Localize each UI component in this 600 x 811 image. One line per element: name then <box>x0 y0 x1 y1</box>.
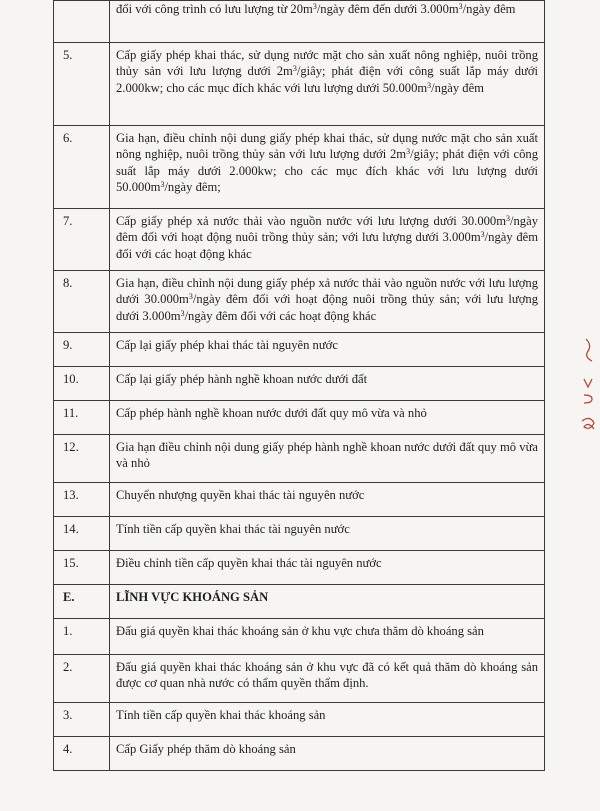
table-row <box>54 551 545 585</box>
procedure-text: Đấu giá quyền khai thác khoáng sản ở khu vực đã có kết quả thăm dò khoáng sản được cơ quan nhà nước có thẩm quyền thẩm định. <box>110 655 545 703</box>
row-number: 12. <box>54 435 110 483</box>
row-number: 8. <box>54 271 110 333</box>
table-row <box>54 271 545 333</box>
procedure-table-body <box>54 1 545 771</box>
red-stamp-mark <box>576 335 600 445</box>
table-row <box>54 619 545 655</box>
table-row <box>54 703 545 737</box>
table-row <box>54 209 545 271</box>
table-row <box>54 401 545 435</box>
row-number: 10. <box>54 367 110 401</box>
row-number: 7. <box>54 209 110 271</box>
procedure-text: Cấp Giấy phép thăm dò khoáng sản <box>110 737 545 771</box>
row-number: 1. <box>54 619 110 655</box>
table-row <box>54 333 545 367</box>
procedure-text: Cấp lại giấy phép khai thác tài nguyên nước <box>110 333 545 367</box>
row-number: 5. <box>54 43 110 126</box>
table-row <box>54 737 545 771</box>
procedure-text: đối với công trình có lưu lượng từ $20m^3$/ngày đêm đến dưới $3.000m^3$/ngày đêm <box>110 1 545 43</box>
table-row <box>54 367 545 401</box>
procedure-text: Đấu giá quyền khai thác khoáng sản ở khu vực chưa thăm dò khoáng sản <box>110 619 545 655</box>
row-number: 15. <box>54 551 110 585</box>
stamp-icon <box>576 335 600 445</box>
row-number: E. <box>54 585 110 619</box>
procedure-text: Điều chỉnh tiền cấp quyền khai thác tài nguyên nước <box>110 551 545 585</box>
procedure-text: Chuyển nhượng quyền khai thác tài nguyên nước <box>110 483 545 517</box>
row-number: 13. <box>54 483 110 517</box>
row-number: 3. <box>54 703 110 737</box>
procedure-text: Cấp lại giấy phép hành nghề khoan nước dưới đất <box>110 367 545 401</box>
section-row <box>54 585 545 619</box>
procedure-text: Gia hạn, điều chỉnh nội dung giấy phép xả nước thải vào nguồn nước với lưu lượng dưới $30.000m^3$/ngày đêm đối với hoạt động nuôi trồng thủy sản; với lưu lượng dưới $3.000m^3$/ngày đêm đối với các hoạt động khác <box>110 271 545 333</box>
table-row <box>54 483 545 517</box>
table-row <box>54 517 545 551</box>
row-number: 2. <box>54 655 110 703</box>
row-number: 6. <box>54 126 110 209</box>
section-heading: LĨNH VỰC KHOÁNG SẢN <box>110 585 545 619</box>
table-row <box>54 126 545 209</box>
procedure-text: Gia hạn, điều chỉnh nội dung giấy phép khai thác, sử dụng nước mặt cho sản xuất nông nghiệp, nuôi trồng thủy sản với lưu lượng dưới $2m^3$/giây; phát điện với công suất lắp máy dưới 2.000kw; cho các mục đích khác với lưu lượng dưới $50.000m^3$/ngày đêm; <box>110 126 545 209</box>
procedure-text: Tính tiền cấp quyền khai thác tài nguyên nước <box>110 517 545 551</box>
table-row <box>54 435 545 483</box>
procedure-text: Cấp phép hành nghề khoan nước dưới đất quy mô vừa và nhỏ <box>110 401 545 435</box>
row-number: 14. <box>54 517 110 551</box>
procedure-text: Gia hạn điều chỉnh nội dung giấy phép hành nghề khoan nước dưới đất quy mô vừa và nhỏ <box>110 435 545 483</box>
table-row <box>54 1 545 43</box>
row-number <box>54 1 110 43</box>
procedure-table <box>53 0 545 771</box>
procedure-text: Cấp giấy phép xả nước thải vào nguồn nước với lưu lượng dưới $30.000m^3$/ngày đêm đối với hoạt động nuôi trồng thủy sản; với lưu lượng dưới $3.000m^3$/ngày đêm đối với các hoạt động khác <box>110 209 545 271</box>
procedure-text: Tính tiền cấp quyền khai thác khoáng sản <box>110 703 545 737</box>
row-number: 9. <box>54 333 110 367</box>
row-number: 11. <box>54 401 110 435</box>
table-row <box>54 655 545 703</box>
row-number: 4. <box>54 737 110 771</box>
procedure-text: Cấp giấy phép khai thác, sử dụng nước mặt cho sản xuất nông nghiệp, nuôi trồng thủy sản với lưu lượng dưới $2m^3$/giây; phát điện với công suất lắp máy dưới 2.000kw; cho các mục đích khác với lưu lượng dưới $50.000m^3$/ngày đêm <box>110 43 545 126</box>
table-row <box>54 43 545 126</box>
